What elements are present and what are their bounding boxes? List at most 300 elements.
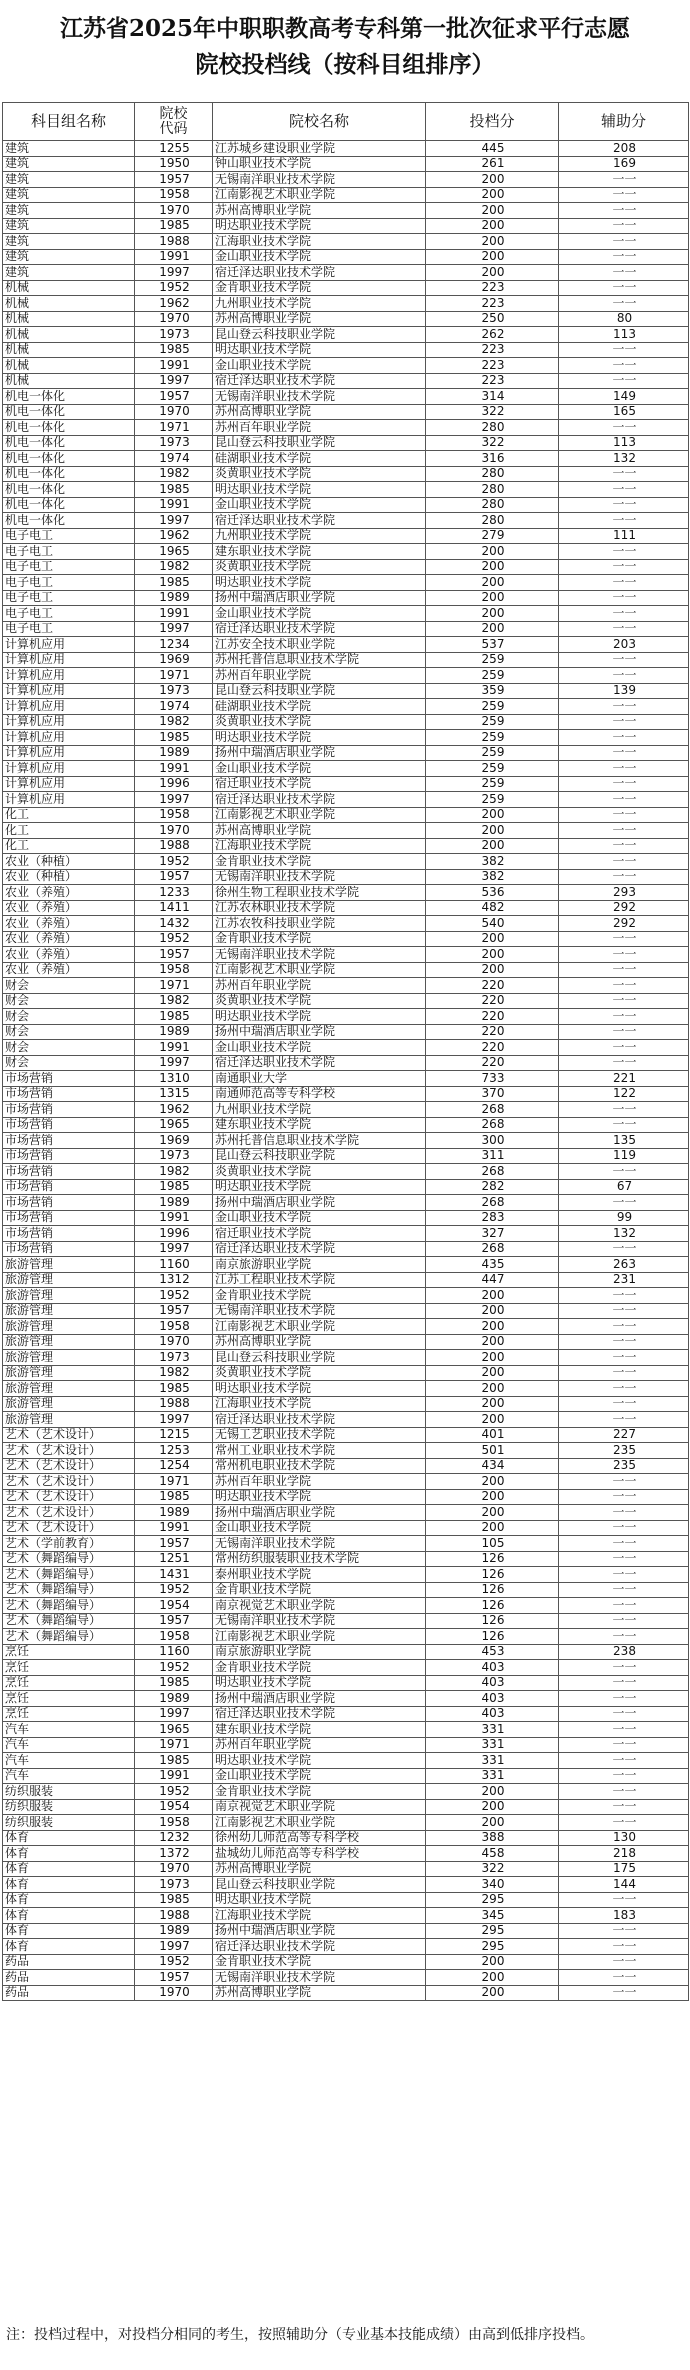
cell-aux-score: 一一 [559,1675,689,1691]
cell-admission-score: 482 [426,900,559,916]
cell-admission-score: 259 [426,652,559,668]
cell-admission-score: 200 [426,947,559,963]
cell-admission-score: 126 [426,1551,559,1567]
cell-subject-group: 计算机应用 [3,761,135,777]
table-row [3,993,689,1009]
cell-school-code: 1997 [135,1412,213,1428]
cell-school-name: 金山职业技术学院 [213,606,426,622]
table-row [3,1722,689,1738]
cell-school-code: 1997 [135,792,213,808]
cell-aux-score: 119 [559,1148,689,1164]
cell-school-code: 1952 [135,1288,213,1304]
cell-aux-score: 一一 [559,947,689,963]
table-row [3,1474,689,1490]
cell-subject-group: 市场营销 [3,1179,135,1195]
cell-admission-score: 447 [426,1272,559,1288]
cell-aux-score: 165 [559,404,689,420]
cell-aux-score: 一一 [559,559,689,575]
cell-school-name: 无锡南洋职业技术学院 [213,1536,426,1552]
cell-school-name: 江海职业技术学院 [213,838,426,854]
cell-subject-group: 体育 [3,1877,135,1893]
cell-school-code: 1952 [135,1582,213,1598]
cell-admission-score: 200 [426,807,559,823]
cell-aux-score: 一一 [559,1598,689,1614]
cell-admission-score: 200 [426,1381,559,1397]
table-row [3,1815,689,1831]
cell-school-code: 1952 [135,931,213,947]
cell-subject-group: 烹饪 [3,1706,135,1722]
cell-school-code: 1982 [135,466,213,482]
cell-aux-score: 一一 [559,606,689,622]
cell-subject-group: 机械 [3,296,135,312]
cell-aux-score: 一一 [559,1985,689,2001]
table-row [3,1086,689,1102]
cell-school-name: 钟山职业技术学院 [213,156,426,172]
cell-school-code: 1985 [135,1179,213,1195]
cell-aux-score: 一一 [559,1784,689,1800]
cell-admission-score: 200 [426,1288,559,1304]
table-row [3,1427,689,1443]
cell-subject-group: 化工 [3,838,135,854]
cell-subject-group: 财会 [3,1024,135,1040]
table-row [3,1892,689,1908]
cell-school-code: 1971 [135,420,213,436]
cell-school-name: 九州职业技术学院 [213,528,426,544]
cell-subject-group: 旅游管理 [3,1303,135,1319]
cell-school-code: 1985 [135,342,213,358]
cell-admission-score: 200 [426,1350,559,1366]
cell-school-name: 扬州中瑞酒店职业学院 [213,1923,426,1939]
table-row [3,327,689,343]
cell-admission-score: 200 [426,1985,559,2001]
table-row [3,1055,689,1071]
table-row [3,1908,689,1924]
cell-school-code: 1255 [135,141,213,157]
cell-aux-score: 169 [559,156,689,172]
cell-subject-group: 财会 [3,1009,135,1025]
cell-admission-score: 126 [426,1598,559,1614]
cell-aux-score: 一一 [559,1939,689,1955]
cell-admission-score: 200 [426,606,559,622]
table-row [3,621,689,637]
cell-school-name: 无锡南洋职业技术学院 [213,1970,426,1986]
table-row [3,1272,689,1288]
cell-school-code: 1973 [135,1148,213,1164]
cell-subject-group: 市场营销 [3,1241,135,1257]
cell-subject-group: 机械 [3,327,135,343]
cell-aux-score: 一一 [559,838,689,854]
table-row [3,1195,689,1211]
cell-school-name: 南京视觉艺术职业学院 [213,1799,426,1815]
cell-subject-group: 财会 [3,1055,135,1071]
cell-subject-group: 市场营销 [3,1195,135,1211]
cell-school-code: 1411 [135,900,213,916]
cell-aux-score: 263 [559,1257,689,1273]
cell-school-code: 1957 [135,869,213,885]
cell-school-name: 金肯职业技术学院 [213,1954,426,1970]
cell-school-name: 昆山登云科技职业学院 [213,435,426,451]
cell-school-name: 硅湖职业技术学院 [213,699,426,715]
cell-school-name: 泰州职业技术学院 [213,1567,426,1583]
cell-school-code: 1997 [135,265,213,281]
cell-admission-score: 223 [426,280,559,296]
cell-school-name: 江南影视艺术职业学院 [213,1629,426,1645]
cell-admission-score: 200 [426,1474,559,1490]
cell-aux-score: 一一 [559,1489,689,1505]
cell-school-name: 无锡南洋职业技术学院 [213,389,426,405]
cell-aux-score: 221 [559,1071,689,1087]
table-row [3,1613,689,1629]
cell-school-name: 宿迁职业技术学院 [213,776,426,792]
cell-admission-score: 200 [426,1334,559,1350]
cell-school-code: 1971 [135,668,213,684]
cell-aux-score: 一一 [559,1582,689,1598]
cell-aux-score: 203 [559,637,689,653]
table-row [3,1071,689,1087]
cell-school-name: 江海职业技术学院 [213,234,426,250]
header-subject-group: 科目组名称 [3,103,135,141]
table-row [3,1458,689,1474]
table-row [3,590,689,606]
cell-aux-score: 208 [559,141,689,157]
cell-subject-group: 汽车 [3,1737,135,1753]
cell-subject-group: 市场营销 [3,1086,135,1102]
cell-school-code: 1957 [135,1536,213,1552]
table-row [3,1551,689,1567]
cell-subject-group: 建筑 [3,187,135,203]
cell-admission-score: 200 [426,962,559,978]
table-row [3,497,689,513]
cell-school-code: 1991 [135,497,213,513]
table-row [3,1567,689,1583]
cell-admission-score: 200 [426,575,559,591]
table-row [3,1644,689,1660]
cell-school-code: 1431 [135,1567,213,1583]
cell-school-name: 南京旅游职业学院 [213,1644,426,1660]
cell-school-name: 建东职业技术学院 [213,1722,426,1738]
cell-admission-score: 268 [426,1164,559,1180]
cell-admission-score: 200 [426,823,559,839]
cell-school-code: 1997 [135,1939,213,1955]
cell-school-code: 1985 [135,1753,213,1769]
cell-school-code: 1962 [135,528,213,544]
cell-school-code: 1950 [135,156,213,172]
cell-school-name: 昆山登云科技职业学院 [213,683,426,699]
cell-subject-group: 旅游管理 [3,1257,135,1273]
table-row [3,358,689,374]
cell-school-name: 江苏城乡建设职业学院 [213,141,426,157]
cell-school-name: 硅湖职业技术学院 [213,451,426,467]
cell-school-name: 无锡南洋职业技术学院 [213,947,426,963]
cell-subject-group: 体育 [3,1923,135,1939]
cell-aux-score: 一一 [559,482,689,498]
cell-school-code: 1232 [135,1830,213,1846]
cell-admission-score: 200 [426,544,559,560]
cell-admission-score: 126 [426,1629,559,1645]
cell-aux-score: 一一 [559,1164,689,1180]
cell-aux-score: 一一 [559,513,689,529]
table-body [3,141,689,2001]
cell-school-code: 1997 [135,513,213,529]
cell-subject-group: 旅游管理 [3,1288,135,1304]
cell-aux-score: 一一 [559,854,689,870]
table-row [3,1226,689,1242]
cell-subject-group: 市场营销 [3,1102,135,1118]
cell-aux-score: 235 [559,1458,689,1474]
cell-admission-score: 280 [426,482,559,498]
cell-admission-score: 261 [426,156,559,172]
cell-aux-score: 一一 [559,1520,689,1536]
cell-school-code: 1970 [135,404,213,420]
table-row [3,528,689,544]
cell-subject-group: 机电一体化 [3,389,135,405]
cell-school-name: 江苏农林职业技术学院 [213,900,426,916]
cell-admission-score: 200 [426,1489,559,1505]
cell-admission-score: 259 [426,699,559,715]
cell-school-name: 苏州百年职业学院 [213,668,426,684]
table-row [3,1939,689,1955]
cell-subject-group: 机电一体化 [3,482,135,498]
table-row [3,1489,689,1505]
cell-subject-group: 药品 [3,1985,135,2001]
cell-school-name: 宿迁泽达职业技术学院 [213,1412,426,1428]
cell-school-code: 1215 [135,1427,213,1443]
cell-school-code: 1991 [135,249,213,265]
cell-school-name: 宿迁泽达职业技术学院 [213,1241,426,1257]
table-row [3,1179,689,1195]
cell-school-code: 1372 [135,1846,213,1862]
cell-school-code: 1954 [135,1598,213,1614]
cell-school-name: 昆山登云科技职业学院 [213,1148,426,1164]
cell-aux-score: 一一 [559,993,689,1009]
cell-aux-score: 231 [559,1272,689,1288]
cell-school-code: 1958 [135,187,213,203]
table-row [3,1350,689,1366]
cell-subject-group: 艺术（舞蹈编导） [3,1567,135,1583]
cell-admission-score: 314 [426,389,559,405]
cell-admission-score: 327 [426,1226,559,1242]
cell-school-code: 1957 [135,172,213,188]
cell-aux-score: 175 [559,1861,689,1877]
cell-subject-group: 计算机应用 [3,730,135,746]
cell-school-code: 1958 [135,1815,213,1831]
cell-admission-score: 220 [426,1009,559,1025]
table-row [3,373,689,389]
cell-admission-score: 250 [426,311,559,327]
cell-subject-group: 农业（养殖） [3,962,135,978]
cell-aux-score: 一一 [559,1241,689,1257]
cell-school-name: 盐城幼儿师范高等专科学校 [213,1846,426,1862]
table-row [3,513,689,529]
cell-aux-score: 一一 [559,1474,689,1490]
cell-admission-score: 259 [426,776,559,792]
cell-aux-score: 149 [559,389,689,405]
table-row [3,1629,689,1645]
cell-admission-score: 200 [426,1954,559,1970]
cell-admission-score: 322 [426,435,559,451]
cell-aux-score: 130 [559,1830,689,1846]
cell-subject-group: 机电一体化 [3,435,135,451]
cell-aux-score: 一一 [559,172,689,188]
cell-school-name: 金肯职业技术学院 [213,280,426,296]
cell-admission-score: 295 [426,1892,559,1908]
cell-subject-group: 市场营销 [3,1133,135,1149]
cell-admission-score: 200 [426,1319,559,1335]
table-row [3,1505,689,1521]
cell-admission-score: 359 [426,683,559,699]
cell-school-code: 1970 [135,1334,213,1350]
cell-school-name: 苏州高博职业学院 [213,311,426,327]
cell-school-code: 1970 [135,823,213,839]
table-row [3,1288,689,1304]
cell-subject-group: 机械 [3,358,135,374]
cell-aux-score: 227 [559,1427,689,1443]
cell-school-name: 常州纺织服装职业技术学院 [213,1551,426,1567]
cell-school-code: 1985 [135,1892,213,1908]
cell-subject-group: 艺术（艺术设计） [3,1520,135,1536]
cell-subject-group: 旅游管理 [3,1319,135,1335]
cell-school-name: 明达职业技术学院 [213,1675,426,1691]
cell-aux-score: 一一 [559,1753,689,1769]
table-row [3,172,689,188]
cell-school-code: 1970 [135,203,213,219]
cell-subject-group: 财会 [3,993,135,1009]
cell-school-name: 南京旅游职业学院 [213,1257,426,1273]
cell-admission-score: 200 [426,1365,559,1381]
header-school-code-text: 院校 代码 [159,105,188,137]
cell-school-code: 1970 [135,311,213,327]
cell-school-code: 1982 [135,1365,213,1381]
cell-school-code: 1974 [135,699,213,715]
header-aux-score: 辅助分 [559,103,689,141]
cell-subject-group: 体育 [3,1830,135,1846]
cell-school-name: 苏州高博职业学院 [213,404,426,420]
cell-school-code: 1982 [135,559,213,575]
cell-subject-group: 机电一体化 [3,420,135,436]
cell-school-code: 1973 [135,1350,213,1366]
table-row [3,141,689,157]
cell-subject-group: 艺术（艺术设计） [3,1458,135,1474]
cell-admission-score: 259 [426,714,559,730]
cell-aux-score: 一一 [559,544,689,560]
table-row [3,451,689,467]
cell-admission-score: 223 [426,373,559,389]
cell-school-name: 金山职业技术学院 [213,1520,426,1536]
cell-subject-group: 市场营销 [3,1164,135,1180]
cell-aux-score: 一一 [559,1970,689,1986]
table-row [3,1024,689,1040]
cell-subject-group: 建筑 [3,218,135,234]
cell-subject-group: 计算机应用 [3,792,135,808]
table-row [3,854,689,870]
cell-subject-group: 建筑 [3,203,135,219]
cell-school-name: 明达职业技术学院 [213,1179,426,1195]
cell-school-name: 宿迁泽达职业技术学院 [213,621,426,637]
cell-subject-group: 艺术（舞蹈编导） [3,1613,135,1629]
cell-admission-score: 200 [426,590,559,606]
cell-school-name: 无锡南洋职业技术学院 [213,1303,426,1319]
cell-admission-score: 434 [426,1458,559,1474]
cell-subject-group: 旅游管理 [3,1365,135,1381]
table-row [3,420,689,436]
cell-aux-score: 一一 [559,1102,689,1118]
cell-school-name: 金山职业技术学院 [213,761,426,777]
cell-subject-group: 建筑 [3,234,135,250]
cell-subject-group: 市场营销 [3,1210,135,1226]
cell-subject-group: 计算机应用 [3,652,135,668]
cell-school-name: 明达职业技术学院 [213,1009,426,1025]
cell-admission-score: 345 [426,1908,559,1924]
cell-school-name: 江海职业技术学院 [213,1396,426,1412]
cell-admission-score: 200 [426,1970,559,1986]
cell-school-name: 昆山登云科技职业学院 [213,1877,426,1893]
cell-aux-score: 一一 [559,962,689,978]
cell-school-name: 宿迁泽达职业技术学院 [213,373,426,389]
table-row [3,668,689,684]
cell-subject-group: 烹饪 [3,1675,135,1691]
cell-admission-score: 200 [426,931,559,947]
cell-subject-group: 农业（种植） [3,869,135,885]
cell-subject-group: 药品 [3,1970,135,1986]
cell-aux-score: 132 [559,451,689,467]
cell-school-code: 1962 [135,296,213,312]
table-row [3,1148,689,1164]
cell-subject-group: 机电一体化 [3,466,135,482]
cell-school-name: 江南影视艺术职业学院 [213,962,426,978]
cell-subject-group: 旅游管理 [3,1412,135,1428]
header-school-code [135,103,213,141]
cell-subject-group: 艺术（艺术设计） [3,1489,135,1505]
cell-subject-group: 农业（养殖） [3,900,135,916]
cell-aux-score: 一一 [559,1040,689,1056]
cell-aux-score: 一一 [559,1319,689,1335]
cell-subject-group: 建筑 [3,141,135,157]
cell-subject-group: 建筑 [3,156,135,172]
cell-aux-score: 一一 [559,590,689,606]
cell-aux-score: 一一 [559,1629,689,1645]
table-row [3,1241,689,1257]
cell-school-name: 苏州百年职业学院 [213,420,426,436]
cell-school-code: 1985 [135,1381,213,1397]
cell-subject-group: 体育 [3,1908,135,1924]
cell-subject-group: 农业（养殖） [3,885,135,901]
table-row [3,1365,689,1381]
cell-admission-score: 435 [426,1257,559,1273]
cell-admission-score: 401 [426,1427,559,1443]
cell-aux-score: 一一 [559,978,689,994]
cell-school-code: 1989 [135,590,213,606]
table-row [3,776,689,792]
table-row [3,947,689,963]
cell-school-name: 无锡工艺职业技术学院 [213,1427,426,1443]
cell-admission-score: 501 [426,1443,559,1459]
cell-school-code: 1989 [135,1691,213,1707]
cell-school-code: 1971 [135,978,213,994]
cell-aux-score: 一一 [559,358,689,374]
footnote: 注：投档过程中，对投档分相同的考生，按照辅助分（专业基本技能成绩）由高到低排序投档。 [6,2327,594,2343]
cell-subject-group: 艺术（舞蹈编导） [3,1582,135,1598]
cell-subject-group: 旅游管理 [3,1272,135,1288]
cell-admission-score: 403 [426,1660,559,1676]
cell-admission-score: 200 [426,1505,559,1521]
cell-school-code: 1234 [135,637,213,653]
cell-school-code: 1982 [135,714,213,730]
cell-subject-group: 机械 [3,373,135,389]
cell-school-name: 无锡南洋职业技术学院 [213,869,426,885]
table-row [3,1706,689,1722]
cell-school-code: 1952 [135,1954,213,1970]
table-row [3,265,689,281]
